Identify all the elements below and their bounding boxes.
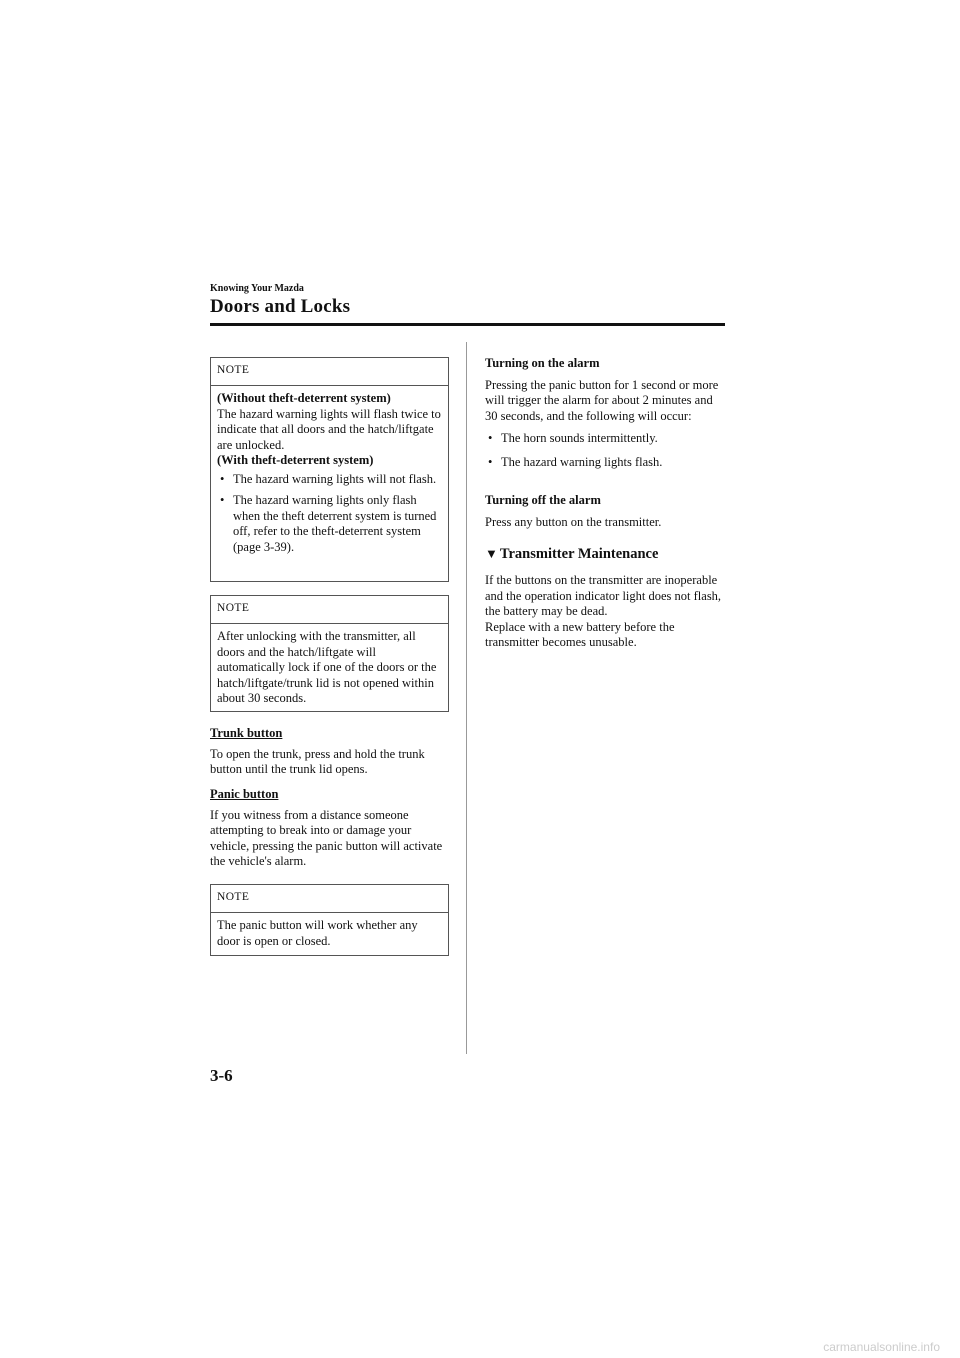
note-label: NOTE [211, 358, 448, 386]
panic-heading: Panic button [210, 787, 279, 801]
alarm-off-section [485, 493, 725, 530]
alarm-off-text: Press any button on the transmitter. [485, 514, 662, 529]
alarm-bullet-list [485, 431, 725, 470]
triangle-down-icon: ▼ [485, 546, 498, 561]
note-box-hazard-lights [210, 357, 449, 582]
watermark: carmanualsonline.info [823, 1340, 940, 1354]
trunk-section [210, 726, 450, 778]
alarm-on-text: Pressing the panic button for 1 second or more will trigger the alarm for about 2 minutes and 30 seconds, and the following will occur: [485, 377, 719, 423]
column-divider [466, 342, 467, 1054]
note-bullet-list [217, 472, 442, 556]
panic-section [210, 787, 450, 870]
list-item: • The hazard warning lights flash. [485, 455, 725, 471]
note-box-panic [210, 884, 449, 956]
maintenance-heading: Transmitter Maintenance [499, 546, 659, 562]
list-item: • The hazard warning lights only flash when the theft deterrent system is turned off, refer to the theft-deterrent system (page 3-39). [217, 493, 442, 555]
note-text-auto-lock: After unlocking with the transmitter, all doors and the hatch/liftgate will automatically lock if one of the doors or the hatch/liftgate/trunk lid is not opened within about 30 seconds. [217, 629, 437, 705]
maintenance-heading-row [485, 546, 725, 563]
alarm-on-section [485, 356, 725, 470]
note-text-without-theft: The hazard warning lights will flash twice to indicate that all doors and the hatch/liftgate are unlocked. [217, 406, 441, 452]
panic-text: If you witness from a distance someone attempting to break into or damage your vehicle, pressing the panic button will activate the vehicle's alarm. [210, 807, 443, 868]
maintenance-text-1: If the buttons on the transmitter are inoperable and the operation indicator light does not flash, the battery may be dead. [485, 573, 722, 618]
header-rule [210, 323, 725, 326]
page-number: 3-6 [210, 1066, 233, 1085]
alarm-off-heading: Turning off the alarm [485, 493, 601, 507]
trunk-text: To open the trunk, press and hold the trunk button until the trunk lid opens. [210, 746, 425, 776]
note-text-panic: The panic button will work whether any door is open or closed. [217, 918, 418, 948]
list-item: • The hazard warning lights will not flash. [217, 472, 442, 488]
note-label: NOTE [211, 596, 448, 624]
note-subheading-without-theft: (Without theft-deterrent system) [217, 391, 391, 405]
note-box-auto-lock [210, 595, 449, 712]
maintenance-section [485, 573, 725, 651]
trunk-heading: Trunk button [210, 726, 283, 740]
note-label: NOTE [211, 885, 448, 913]
chapter-title: Doors and Locks [210, 296, 351, 317]
section-label: Knowing Your Mazda [210, 283, 304, 294]
maintenance-text-2: Replace with a new battery before the transmitter becomes unusable. [485, 619, 675, 649]
note-subheading-with-theft: (With theft-deterrent system) [217, 453, 374, 467]
list-item: • The horn sounds intermittently. [485, 431, 725, 447]
alarm-on-heading: Turning on the alarm [485, 356, 600, 370]
